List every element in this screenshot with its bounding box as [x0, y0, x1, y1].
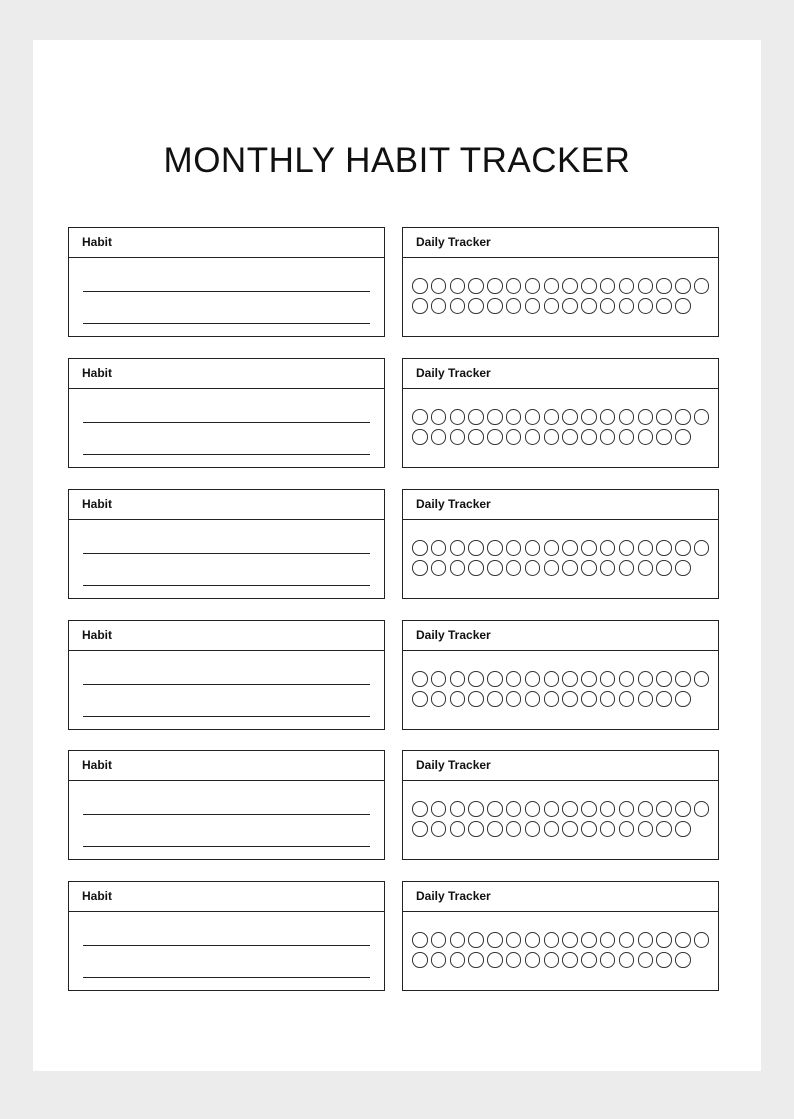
day-circle[interactable] [656, 671, 672, 687]
day-circle[interactable] [468, 691, 484, 707]
day-circle-row [412, 278, 713, 298]
day-circle[interactable] [525, 429, 541, 445]
day-circle[interactable] [581, 429, 597, 445]
day-circle[interactable] [581, 540, 597, 556]
habit-box [68, 620, 385, 730]
day-circle-row [412, 801, 713, 821]
day-circle[interactable] [600, 821, 616, 837]
habit-label: Habit [69, 751, 384, 781]
day-circle[interactable] [506, 801, 522, 817]
day-circle[interactable] [694, 278, 710, 294]
day-circle[interactable] [412, 540, 428, 556]
day-circle[interactable] [638, 560, 654, 576]
day-circles [412, 671, 713, 711]
day-circle-row [412, 429, 713, 449]
day-circle[interactable] [656, 560, 672, 576]
day-circle[interactable] [562, 298, 578, 314]
day-circle[interactable] [412, 801, 428, 817]
day-circle[interactable] [562, 429, 578, 445]
habit-box [68, 489, 385, 599]
habit-label: Habit [69, 621, 384, 651]
day-circle[interactable] [694, 540, 710, 556]
day-circle[interactable] [525, 952, 541, 968]
day-circle[interactable] [562, 691, 578, 707]
day-circle[interactable] [638, 821, 654, 837]
day-circle[interactable] [506, 952, 522, 968]
day-circle-row [412, 671, 713, 691]
day-circle[interactable] [412, 691, 428, 707]
day-circle[interactable] [694, 671, 710, 687]
daily-tracker-label: Daily Tracker [403, 359, 718, 389]
day-circle[interactable] [525, 691, 541, 707]
day-circle[interactable] [544, 429, 560, 445]
daily-tracker-label: Daily Tracker [403, 751, 718, 781]
daily-tracker-box [402, 227, 719, 337]
day-circle[interactable] [656, 278, 672, 294]
day-circle[interactable] [525, 298, 541, 314]
day-circle[interactable] [581, 409, 597, 425]
day-circle[interactable] [638, 429, 654, 445]
habit-box [68, 750, 385, 860]
day-circle[interactable] [619, 409, 635, 425]
day-circle[interactable] [506, 278, 522, 294]
day-circle[interactable] [600, 409, 616, 425]
day-circle[interactable] [600, 671, 616, 687]
day-circle[interactable] [450, 691, 466, 707]
day-circle[interactable] [412, 932, 428, 948]
day-circle[interactable] [468, 409, 484, 425]
day-circles [412, 540, 713, 580]
habit-box [68, 227, 385, 337]
day-circle[interactable] [506, 691, 522, 707]
day-circle[interactable] [638, 671, 654, 687]
day-circle[interactable] [581, 691, 597, 707]
day-circle[interactable] [506, 409, 522, 425]
day-circle[interactable] [675, 560, 691, 576]
day-circle[interactable] [694, 801, 710, 817]
day-circle[interactable] [487, 278, 503, 294]
day-circle[interactable] [544, 560, 560, 576]
day-circle[interactable] [450, 801, 466, 817]
day-circle[interactable] [656, 691, 672, 707]
day-circle[interactable] [487, 821, 503, 837]
day-circle[interactable] [544, 298, 560, 314]
day-circle[interactable] [638, 298, 654, 314]
day-circle[interactable] [487, 298, 503, 314]
day-circle[interactable] [468, 298, 484, 314]
day-circle[interactable] [506, 540, 522, 556]
day-circle[interactable] [450, 952, 466, 968]
daily-tracker-box [402, 620, 719, 730]
habit-write-line[interactable] [83, 291, 370, 292]
day-circle[interactable] [656, 801, 672, 817]
day-circle[interactable] [600, 540, 616, 556]
day-circle[interactable] [619, 932, 635, 948]
day-circle[interactable] [638, 540, 654, 556]
day-circle[interactable] [619, 298, 635, 314]
day-circle[interactable] [431, 429, 447, 445]
day-circle[interactable] [600, 952, 616, 968]
day-circle[interactable] [600, 429, 616, 445]
day-circle[interactable] [487, 560, 503, 576]
day-circles [412, 409, 713, 449]
day-circles [412, 932, 713, 972]
day-circle[interactable] [506, 671, 522, 687]
day-circle[interactable] [562, 278, 578, 294]
day-circle[interactable] [675, 801, 691, 817]
day-circle[interactable] [675, 671, 691, 687]
day-circle[interactable] [468, 429, 484, 445]
day-circle[interactable] [431, 821, 447, 837]
day-circle[interactable] [525, 821, 541, 837]
day-circle[interactable] [544, 409, 560, 425]
day-circle[interactable] [487, 952, 503, 968]
day-circle[interactable] [487, 429, 503, 445]
day-circle[interactable] [431, 278, 447, 294]
day-circle[interactable] [581, 821, 597, 837]
day-circle[interactable] [468, 821, 484, 837]
day-circle[interactable] [468, 540, 484, 556]
day-circle[interactable] [431, 540, 447, 556]
habit-label: Habit [69, 359, 384, 389]
day-circle[interactable] [412, 821, 428, 837]
day-circle[interactable] [675, 540, 691, 556]
day-circle[interactable] [562, 801, 578, 817]
day-circle[interactable] [468, 278, 484, 294]
daily-tracker-box [402, 750, 719, 860]
day-circle[interactable] [525, 560, 541, 576]
day-circle[interactable] [431, 409, 447, 425]
day-circle[interactable] [675, 409, 691, 425]
day-circle[interactable] [544, 691, 560, 707]
day-circle[interactable] [581, 801, 597, 817]
day-circle[interactable] [450, 278, 466, 294]
habit-write-line[interactable] [83, 422, 370, 423]
day-circle[interactable] [487, 540, 503, 556]
habit-write-line[interactable] [83, 716, 370, 717]
day-circle[interactable] [468, 932, 484, 948]
day-circle[interactable] [638, 278, 654, 294]
habit-write-line[interactable] [83, 977, 370, 978]
day-circle[interactable] [450, 429, 466, 445]
page-title: MONTHLY HABIT TRACKER [163, 141, 631, 180]
day-circle[interactable] [619, 952, 635, 968]
day-circle[interactable] [506, 932, 522, 948]
day-circle-row [412, 952, 713, 972]
day-circle[interactable] [506, 429, 522, 445]
day-circle[interactable] [431, 952, 447, 968]
day-circles [412, 278, 713, 318]
day-circle[interactable] [619, 560, 635, 576]
daily-tracker-label: Daily Tracker [403, 621, 718, 651]
day-circle[interactable] [675, 821, 691, 837]
day-circle[interactable] [562, 671, 578, 687]
habit-box [68, 881, 385, 991]
day-circle[interactable] [412, 409, 428, 425]
day-circle[interactable] [619, 691, 635, 707]
day-circle[interactable] [581, 278, 597, 294]
day-circle[interactable] [525, 932, 541, 948]
day-circle[interactable] [656, 932, 672, 948]
day-circle[interactable] [656, 298, 672, 314]
day-circle[interactable] [431, 801, 447, 817]
day-circle-row [412, 821, 713, 841]
day-circle[interactable] [412, 298, 428, 314]
day-circle[interactable] [600, 298, 616, 314]
day-circle[interactable] [487, 932, 503, 948]
day-circle[interactable] [450, 560, 466, 576]
day-circle[interactable] [468, 560, 484, 576]
day-circle[interactable] [544, 540, 560, 556]
day-circle[interactable] [638, 801, 654, 817]
day-circle[interactable] [656, 821, 672, 837]
day-circle-row [412, 298, 713, 318]
day-circle[interactable] [675, 691, 691, 707]
day-circle[interactable] [412, 278, 428, 294]
day-circle[interactable] [544, 278, 560, 294]
day-circle[interactable] [525, 278, 541, 294]
day-circles [412, 801, 713, 841]
day-circle-row [412, 691, 713, 711]
day-circle[interactable] [675, 932, 691, 948]
day-circle[interactable] [525, 801, 541, 817]
day-circle[interactable] [487, 409, 503, 425]
day-circle[interactable] [619, 801, 635, 817]
day-circle[interactable] [544, 801, 560, 817]
day-circle[interactable] [431, 560, 447, 576]
day-circle[interactable] [581, 932, 597, 948]
day-circle[interactable] [600, 932, 616, 948]
daily-tracker-label: Daily Tracker [403, 882, 718, 912]
day-circle[interactable] [562, 409, 578, 425]
day-circle[interactable] [506, 298, 522, 314]
day-circle[interactable] [600, 801, 616, 817]
day-circle[interactable] [562, 932, 578, 948]
day-circle[interactable] [450, 671, 466, 687]
day-circle[interactable] [619, 671, 635, 687]
day-circle[interactable] [675, 298, 691, 314]
day-circle[interactable] [638, 409, 654, 425]
habit-label: Habit [69, 490, 384, 520]
day-circle[interactable] [562, 821, 578, 837]
day-circle[interactable] [412, 952, 428, 968]
day-circle[interactable] [656, 540, 672, 556]
habit-write-line[interactable] [83, 585, 370, 586]
day-circle[interactable] [600, 691, 616, 707]
day-circle[interactable] [675, 952, 691, 968]
habit-write-line[interactable] [83, 846, 370, 847]
day-circle[interactable] [675, 429, 691, 445]
day-circle-row [412, 409, 713, 429]
habit-write-line[interactable] [83, 945, 370, 946]
day-circle[interactable] [450, 540, 466, 556]
day-circle[interactable] [619, 540, 635, 556]
day-circle-row [412, 560, 713, 580]
day-circle[interactable] [487, 671, 503, 687]
day-circle[interactable] [656, 429, 672, 445]
day-circle[interactable] [468, 952, 484, 968]
habit-write-line[interactable] [83, 553, 370, 554]
habit-box [68, 358, 385, 468]
day-circle[interactable] [619, 429, 635, 445]
day-circle[interactable] [431, 671, 447, 687]
day-circle[interactable] [619, 278, 635, 294]
day-circle[interactable] [581, 671, 597, 687]
day-circle[interactable] [468, 801, 484, 817]
day-circle[interactable] [600, 278, 616, 294]
day-circle[interactable] [619, 821, 635, 837]
day-circle[interactable] [562, 560, 578, 576]
day-circle[interactable] [544, 952, 560, 968]
day-circle[interactable] [450, 298, 466, 314]
day-circle[interactable] [675, 278, 691, 294]
day-circle-row [412, 932, 713, 952]
day-circle[interactable] [544, 821, 560, 837]
habit-write-line[interactable] [83, 684, 370, 685]
day-circle[interactable] [412, 560, 428, 576]
habit-label: Habit [69, 882, 384, 912]
day-circle[interactable] [506, 821, 522, 837]
day-circle[interactable] [656, 409, 672, 425]
day-circle[interactable] [638, 952, 654, 968]
daily-tracker-label: Daily Tracker [403, 490, 718, 520]
day-circle-row [412, 540, 713, 560]
day-circle[interactable] [562, 540, 578, 556]
day-circle[interactable] [487, 801, 503, 817]
day-circle[interactable] [694, 932, 710, 948]
daily-tracker-box [402, 489, 719, 599]
day-circle[interactable] [450, 932, 466, 948]
habit-write-line[interactable] [83, 454, 370, 455]
day-circle[interactable] [638, 932, 654, 948]
habit-write-line[interactable] [83, 814, 370, 815]
day-circle[interactable] [656, 952, 672, 968]
day-circle[interactable] [450, 409, 466, 425]
day-circle[interactable] [431, 691, 447, 707]
habit-label: Habit [69, 228, 384, 258]
day-circle[interactable] [525, 409, 541, 425]
day-circle[interactable] [581, 560, 597, 576]
day-circle[interactable] [431, 932, 447, 948]
day-circle[interactable] [506, 560, 522, 576]
daily-tracker-label: Daily Tracker [403, 228, 718, 258]
day-circle[interactable] [581, 298, 597, 314]
day-circle[interactable] [525, 540, 541, 556]
day-circle[interactable] [600, 560, 616, 576]
day-circle[interactable] [694, 409, 710, 425]
habit-write-line[interactable] [83, 323, 370, 324]
day-circle[interactable] [562, 952, 578, 968]
day-circle[interactable] [412, 671, 428, 687]
day-circle[interactable] [638, 691, 654, 707]
day-circle[interactable] [581, 952, 597, 968]
day-circle[interactable] [412, 429, 428, 445]
daily-tracker-box [402, 358, 719, 468]
day-circle[interactable] [544, 932, 560, 948]
daily-tracker-box [402, 881, 719, 991]
day-circle[interactable] [431, 298, 447, 314]
day-circle[interactable] [525, 671, 541, 687]
day-circle[interactable] [450, 821, 466, 837]
day-circle[interactable] [468, 671, 484, 687]
day-circle[interactable] [487, 691, 503, 707]
day-circle[interactable] [544, 671, 560, 687]
